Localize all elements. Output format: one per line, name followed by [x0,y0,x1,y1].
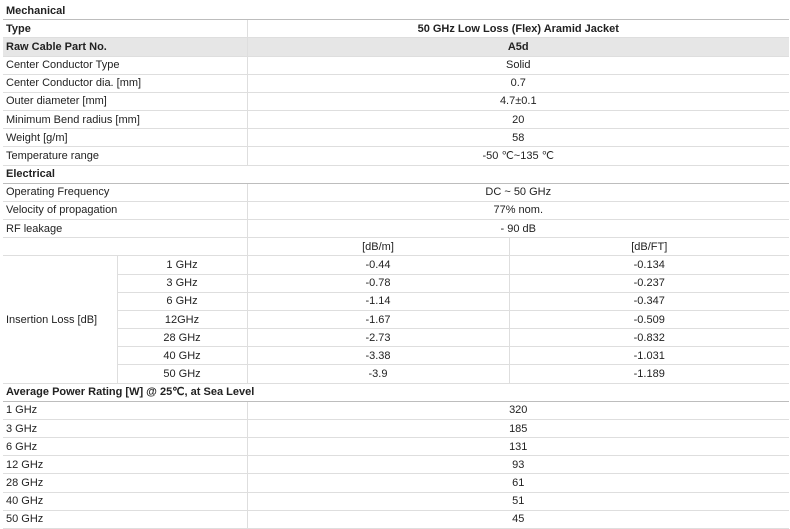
spec-value: DC ~ 50 GHz [247,183,789,201]
spec-row [3,201,789,219]
spec-row [3,111,789,129]
spec-label: Weight [g/m] [3,129,247,147]
power-value: 51 [247,492,789,510]
power-freq: 40 GHz [3,492,247,510]
power-freq: 6 GHz [3,438,247,456]
power-value: 61 [247,474,789,492]
spec-value: - 90 dB [247,220,789,238]
spec-row [3,56,789,74]
cable-spec-table [3,2,789,529]
loss-db-ft: -0.237 [509,274,789,292]
power-freq: 12 GHz [3,456,247,474]
spec-row [3,147,789,165]
insertion-loss-row [3,310,789,328]
spec-label: Minimum Bend radius [mm] [3,111,247,129]
power-row [3,401,789,419]
insertion-loss-label: Insertion Loss [dB] [3,256,117,383]
insertion-loss-unit-row [3,238,789,256]
insertion-loss-row [3,365,789,383]
power-row [3,419,789,437]
loss-db-m: -0.44 [247,256,509,274]
freq-cell: 3 GHz [117,274,247,292]
insertion-loss-row [3,292,789,310]
part-number-row [3,38,789,56]
loss-db-ft: -1.189 [509,365,789,383]
spec-label: Center Conductor dia. [mm] [3,74,247,92]
power-value: 131 [247,438,789,456]
type-value: 50 GHz Low Loss (Flex) Aramid Jacket [247,20,789,38]
freq-cell: 12GHz [117,310,247,328]
unit-header-db-m: [dB/m] [247,238,509,256]
power-section-title: Average Power Rating [W] @ 25℃, at Sea Level [3,383,789,401]
type-row [3,20,789,38]
loss-db-m: -0.78 [247,274,509,292]
electrical-section-row [3,165,789,183]
power-row [3,456,789,474]
freq-cell: 40 GHz [117,347,247,365]
freq-cell: 6 GHz [117,292,247,310]
loss-db-ft: -0.509 [509,310,789,328]
spec-value: 4.7±0.1 [247,92,789,110]
power-section-row [3,383,789,401]
spec-label: Center Conductor Type [3,56,247,74]
power-value: 320 [247,401,789,419]
loss-db-m: -1.67 [247,310,509,328]
spec-value: 58 [247,129,789,147]
loss-db-ft: -0.832 [509,329,789,347]
loss-db-m: -1.14 [247,292,509,310]
unit-header-db-ft: [dB/FT] [509,238,789,256]
mechanical-section-row [3,2,789,20]
power-freq: 1 GHz [3,401,247,419]
loss-db-m: -2.73 [247,329,509,347]
spec-value: 20 [247,111,789,129]
power-freq: 3 GHz [3,419,247,437]
power-freq: 50 GHz [3,510,247,528]
power-row [3,492,789,510]
power-row [3,438,789,456]
spec-row [3,220,789,238]
power-row [3,510,789,528]
spec-label: Outer diameter [mm] [3,92,247,110]
loss-db-m: -3.38 [247,347,509,365]
type-label: Type [3,20,247,38]
power-value: 45 [247,510,789,528]
freq-cell: 28 GHz [117,329,247,347]
spec-label: Temperature range [3,147,247,165]
electrical-section-title: Electrical [3,165,789,183]
mechanical-section-title: Mechanical [3,2,789,20]
power-value: 185 [247,419,789,437]
insertion-loss-row [3,256,789,274]
insertion-loss-row [3,329,789,347]
power-row [3,474,789,492]
spec-value: Solid [247,56,789,74]
part-number-value: A5d [247,38,789,56]
spec-label: Operating Frequency [3,183,247,201]
spec-label: RF leakage [3,220,247,238]
power-freq: 28 GHz [3,474,247,492]
spec-row [3,129,789,147]
freq-cell: 1 GHz [117,256,247,274]
spec-label: Velocity of propagation [3,201,247,219]
spec-value: -50 ℃~135 ℃ [247,147,789,165]
loss-db-ft: -0.134 [509,256,789,274]
power-value: 93 [247,456,789,474]
spec-row [3,92,789,110]
spec-row [3,74,789,92]
spec-value: 77% nom. [247,201,789,219]
loss-db-ft: -1.031 [509,347,789,365]
loss-db-ft: -0.347 [509,292,789,310]
loss-db-m: -3.9 [247,365,509,383]
spec-row [3,183,789,201]
part-number-label: Raw Cable Part No. [3,38,247,56]
spec-value: 0.7 [247,74,789,92]
insertion-loss-row [3,274,789,292]
insertion-loss-row [3,347,789,365]
freq-cell: 50 GHz [117,365,247,383]
